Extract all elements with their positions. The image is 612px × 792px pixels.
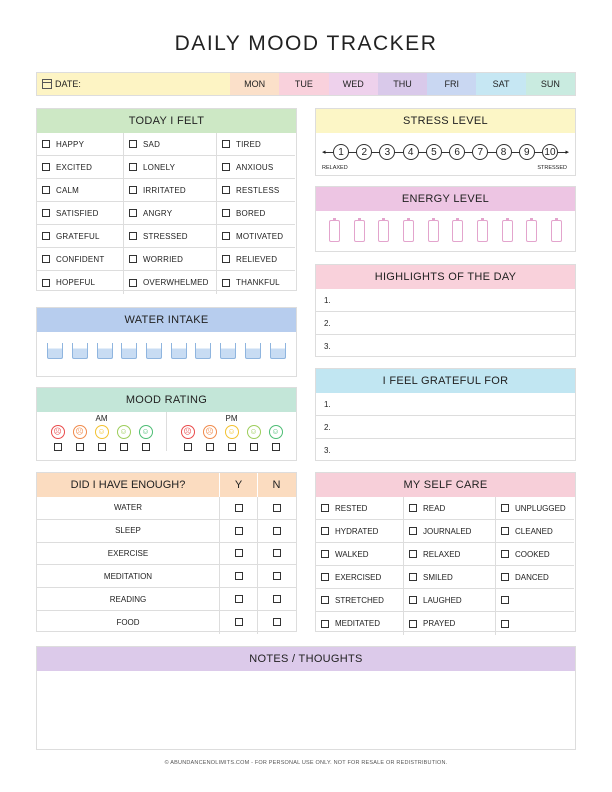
- feeling-item[interactable]: [217, 156, 295, 179]
- water-glass-icon[interactable]: [220, 343, 236, 359]
- stress-level-option[interactable]: 10: [542, 144, 558, 160]
- self-care-section: [315, 472, 576, 632]
- grateful-line[interactable]: 1.: [316, 393, 575, 416]
- mood-checkbox[interactable]: [206, 443, 214, 451]
- self-care-checkbox[interactable]: [501, 620, 509, 628]
- self-care-label: COOKED: [515, 549, 550, 559]
- enough-item-label: FOOD: [116, 617, 140, 627]
- highlights-header: HIGHLIGHTS OF THE DAY: [316, 265, 575, 289]
- feeling-item[interactable]: [124, 179, 217, 202]
- self-care-checkbox[interactable]: [321, 620, 329, 628]
- self-care-item[interactable]: [316, 566, 404, 589]
- yes-checkbox[interactable]: [235, 549, 243, 557]
- grateful-header: I FEEL GRATEFUL FOR: [316, 369, 575, 393]
- self-care-checkbox[interactable]: [321, 573, 329, 581]
- happy-face-icon: ☺: [269, 425, 283, 439]
- feeling-item[interactable]: [37, 225, 124, 248]
- feeling-item[interactable]: [37, 179, 124, 202]
- feeling-item[interactable]: [217, 202, 295, 225]
- happy-face-icon: ☺: [139, 425, 153, 439]
- feeling-item[interactable]: [37, 133, 124, 156]
- self-care-label: CLEANED: [515, 526, 553, 536]
- water-intake-header: WATER INTAKE: [37, 308, 296, 332]
- self-care-label: EXERCISED: [335, 572, 382, 582]
- highlights-line[interactable]: 2.: [316, 312, 575, 335]
- smile-face-icon: ☺: [247, 425, 261, 439]
- pm-label: PM: [225, 414, 238, 423]
- self-care-item[interactable]: [404, 589, 496, 612]
- feeling-label: LONELY: [143, 162, 176, 172]
- self-care-item[interactable]: [496, 589, 574, 612]
- feeling-checkbox[interactable]: [42, 209, 50, 217]
- yes-checkbox[interactable]: [235, 595, 243, 603]
- very-sad-face-icon: ☹: [181, 425, 195, 439]
- feeling-checkbox[interactable]: [129, 232, 137, 240]
- self-care-checkbox[interactable]: [501, 550, 509, 558]
- yes-checkbox[interactable]: [235, 527, 243, 535]
- mood-checkbox[interactable]: [54, 443, 62, 451]
- battery-icon[interactable]: [403, 220, 414, 242]
- highlights-section: [315, 264, 576, 357]
- highlights-lines: [316, 289, 575, 358]
- self-care-checkbox[interactable]: [501, 504, 509, 512]
- feeling-item[interactable]: [217, 225, 295, 248]
- feeling-item[interactable]: [37, 248, 124, 271]
- feeling-label: MOTIVATED: [236, 231, 284, 241]
- day-wed[interactable]: WED: [329, 73, 378, 95]
- self-care-checkbox[interactable]: [409, 620, 417, 628]
- calendar-icon: [42, 79, 52, 89]
- mood-checkbox-wrap: [95, 443, 109, 451]
- feelings-grid: [37, 133, 296, 294]
- pm-mood-faces: [181, 425, 283, 439]
- self-care-checkbox[interactable]: [321, 550, 329, 558]
- energy-level-section: [315, 186, 576, 252]
- self-care-label: SMILED: [423, 572, 453, 582]
- feeling-label: RELIEVED: [236, 254, 278, 264]
- feeling-label: GRATEFUL: [56, 231, 100, 241]
- no-column-header: N: [257, 473, 295, 497]
- water-glass-icon[interactable]: [72, 343, 88, 359]
- enough-row: [37, 543, 296, 566]
- feeling-label: SATISFIED: [56, 208, 99, 218]
- feeling-item[interactable]: [124, 156, 217, 179]
- feeling-checkbox[interactable]: [129, 255, 137, 263]
- feeling-label: ANGRY: [143, 208, 173, 218]
- enough-header: [37, 473, 296, 497]
- feeling-checkbox[interactable]: [42, 140, 50, 148]
- self-care-checkbox[interactable]: [409, 573, 417, 581]
- day-thu[interactable]: THU: [378, 73, 427, 95]
- mood-rating-header: MOOD RATING: [37, 388, 296, 412]
- feeling-label: CONFIDENT: [56, 254, 105, 264]
- feeling-label: BORED: [236, 208, 266, 218]
- mood-checkbox-wrap: [269, 443, 283, 451]
- self-care-checkbox[interactable]: [409, 596, 417, 604]
- self-care-item[interactable]: [496, 497, 574, 520]
- water-glasses: [37, 332, 296, 359]
- water-glass-icon[interactable]: [121, 343, 137, 359]
- very-sad-face-icon: ☹: [51, 425, 65, 439]
- self-care-item[interactable]: [316, 497, 404, 520]
- self-care-checkbox[interactable]: [501, 573, 509, 581]
- mood-checkbox-wrap: [181, 443, 195, 451]
- feeling-label: HOPEFUL: [56, 278, 96, 287]
- feeling-checkbox[interactable]: [42, 279, 50, 287]
- day-tue[interactable]: TUE: [279, 73, 328, 95]
- self-care-label: RELAXED: [423, 549, 461, 559]
- no-checkbox[interactable]: [273, 618, 281, 626]
- stress-level-option[interactable]: 2: [356, 144, 372, 160]
- mood-checkbox-wrap: [117, 443, 131, 451]
- day-mon[interactable]: MON: [230, 73, 279, 95]
- stress-scale: [333, 144, 558, 160]
- relaxed-label: RELAXED: [322, 165, 348, 171]
- feeling-label: TIRED: [236, 139, 261, 149]
- water-glass-icon[interactable]: [195, 343, 211, 359]
- notes-area[interactable]: [37, 671, 575, 751]
- mood-checkbox-wrap: [73, 443, 87, 451]
- battery-icon[interactable]: [526, 220, 537, 242]
- self-care-label: READ: [423, 503, 446, 513]
- enough-title: DID I HAVE ENOUGH?: [70, 479, 186, 491]
- feeling-item[interactable]: [124, 225, 217, 248]
- yes-checkbox[interactable]: [235, 504, 243, 512]
- feeling-checkbox[interactable]: [129, 163, 137, 171]
- feeling-label: EXCITED: [56, 162, 93, 172]
- date-bar: [36, 72, 576, 96]
- feeling-checkbox[interactable]: [42, 163, 50, 171]
- yes-checkbox[interactable]: [235, 572, 243, 580]
- water-intake-section: [36, 307, 297, 377]
- mood-checkbox-wrap: [139, 443, 153, 451]
- mood-checkbox-wrap: [247, 443, 261, 451]
- stress-level-option[interactable]: 3: [379, 144, 395, 160]
- enough-item-label: MEDITATION: [103, 571, 153, 581]
- battery-icon[interactable]: [378, 220, 389, 242]
- enough-row: [37, 565, 296, 588]
- neutral-face-icon: ☺: [225, 425, 239, 439]
- feeling-checkbox[interactable]: [42, 232, 50, 240]
- enough-row: [37, 588, 296, 611]
- feeling-checkbox[interactable]: [222, 186, 230, 194]
- no-cell: [257, 611, 295, 634]
- feeling-item[interactable]: [124, 133, 217, 156]
- feeling-label: HAPPY: [56, 139, 85, 149]
- date-label: DATE:: [55, 79, 81, 89]
- feeling-label: OVERWHELMED: [143, 278, 209, 287]
- no-checkbox[interactable]: [273, 527, 281, 535]
- am-label: AM: [95, 414, 108, 423]
- mood-checkbox[interactable]: [142, 443, 150, 451]
- highlights-line[interactable]: 3.: [324, 342, 331, 351]
- feeling-item[interactable]: [124, 202, 217, 225]
- feeling-checkbox[interactable]: [222, 279, 230, 287]
- stress-level-option[interactable]: 5: [426, 144, 442, 160]
- highlights-line[interactable]: 1.: [316, 289, 575, 312]
- water-glass-icon[interactable]: [146, 343, 162, 359]
- mood-rating-section: [36, 387, 297, 461]
- feeling-checkbox[interactable]: [222, 255, 230, 263]
- mood-checkbox[interactable]: [250, 443, 258, 451]
- yes-cell: [219, 611, 257, 634]
- notes-section: [36, 646, 576, 750]
- stress-level-option[interactable]: 4: [403, 144, 419, 160]
- enough-item-label: WATER: [114, 503, 142, 513]
- feeling-checkbox[interactable]: [222, 140, 230, 148]
- left-arrow-icon: ◂: [322, 149, 326, 156]
- enough-row: [37, 611, 296, 634]
- mood-checkbox-wrap: [203, 443, 217, 451]
- yes-cell: [219, 520, 257, 542]
- feeling-item[interactable]: [217, 179, 295, 202]
- enough-row: [37, 497, 296, 520]
- water-glass-icon[interactable]: [270, 343, 286, 359]
- no-checkbox[interactable]: [273, 595, 281, 603]
- self-care-item[interactable]: [496, 566, 574, 589]
- day-selector: [230, 73, 575, 95]
- mood-checkbox[interactable]: [120, 443, 128, 451]
- day-sun[interactable]: SUN: [526, 73, 575, 95]
- feeling-item[interactable]: [217, 248, 295, 271]
- self-care-checkbox[interactable]: [409, 504, 417, 512]
- no-cell: [257, 565, 295, 587]
- enough-item-label: SLEEP: [115, 526, 141, 536]
- did-i-have-enough-section: [36, 472, 297, 632]
- today-i-felt-section: [36, 108, 297, 291]
- feeling-checkbox[interactable]: [129, 279, 137, 287]
- mood-checkbox[interactable]: [98, 443, 106, 451]
- mood-checkbox-wrap: [51, 443, 65, 451]
- battery-icon[interactable]: [477, 220, 488, 242]
- no-cell: [257, 497, 295, 519]
- enough-rows: [37, 497, 296, 634]
- no-checkbox[interactable]: [273, 549, 281, 557]
- water-glass-icon[interactable]: [47, 343, 63, 359]
- mood-checkbox[interactable]: [76, 443, 84, 451]
- pm-mood-checkboxes: [181, 443, 283, 451]
- energy-level-header: ENERGY LEVEL: [316, 187, 575, 211]
- self-care-item[interactable]: [316, 589, 404, 612]
- grateful-line[interactable]: 2.: [316, 416, 575, 439]
- self-care-label: DANCED: [515, 572, 549, 582]
- self-care-label: STRETCHED: [335, 595, 384, 605]
- mood-checkbox-wrap: [225, 443, 239, 451]
- feeling-checkbox[interactable]: [222, 209, 230, 217]
- self-care-label: JOURNALED: [423, 526, 472, 536]
- no-checkbox[interactable]: [273, 572, 281, 580]
- feeling-label: RESTLESS: [236, 185, 280, 195]
- no-cell: [257, 520, 295, 542]
- energy-batteries: [316, 211, 575, 242]
- water-glass-icon[interactable]: [245, 343, 261, 359]
- self-care-label: MEDITATED: [335, 619, 381, 628]
- stress-level-option[interactable]: 1: [333, 144, 349, 160]
- feeling-checkbox[interactable]: [129, 186, 137, 194]
- battery-icon[interactable]: [329, 220, 340, 242]
- no-checkbox[interactable]: [273, 504, 281, 512]
- self-care-item[interactable]: [316, 612, 404, 635]
- self-care-checkbox[interactable]: [409, 550, 417, 558]
- grateful-line[interactable]: 3.: [324, 446, 331, 455]
- stress-level-option[interactable]: 7: [472, 144, 488, 160]
- self-care-item[interactable]: [316, 520, 404, 543]
- self-care-item[interactable]: [316, 543, 404, 566]
- self-care-grid: [316, 497, 575, 635]
- self-care-item[interactable]: [404, 566, 496, 589]
- self-care-item[interactable]: [496, 612, 574, 635]
- day-fri[interactable]: FRI: [427, 73, 476, 95]
- feeling-checkbox[interactable]: [222, 163, 230, 171]
- battery-icon[interactable]: [428, 220, 439, 242]
- grateful-lines: [316, 393, 575, 462]
- yes-cell: [219, 497, 257, 519]
- battery-icon[interactable]: [502, 220, 513, 242]
- feeling-checkbox[interactable]: [42, 255, 50, 263]
- self-care-item[interactable]: [404, 612, 496, 635]
- sad-face-icon: ☹: [73, 425, 87, 439]
- right-arrow-icon: ▸: [565, 149, 569, 156]
- neutral-face-icon: ☺: [95, 425, 109, 439]
- feeling-checkbox[interactable]: [222, 232, 230, 240]
- self-care-item[interactable]: [404, 497, 496, 520]
- self-care-checkbox[interactable]: [409, 527, 417, 535]
- yes-cell: [219, 565, 257, 587]
- self-care-label: PRAYED: [423, 619, 456, 628]
- self-care-label: RESTED: [335, 503, 368, 513]
- no-cell: [257, 543, 295, 565]
- feeling-item[interactable]: [124, 271, 217, 294]
- feeling-item[interactable]: [217, 133, 295, 156]
- self-care-checkbox[interactable]: [321, 527, 329, 535]
- self-care-checkbox[interactable]: [501, 527, 509, 535]
- self-care-item[interactable]: [404, 520, 496, 543]
- day-sat[interactable]: SAT: [476, 73, 525, 95]
- no-cell: [257, 588, 295, 610]
- feeling-checkbox[interactable]: [129, 209, 137, 217]
- stress-level-header: STRESS LEVEL: [316, 109, 575, 133]
- yes-cell: [219, 543, 257, 565]
- sad-face-icon: ☹: [203, 425, 217, 439]
- self-care-item[interactable]: [496, 543, 574, 566]
- page-title: DAILY MOOD TRACKER: [174, 32, 438, 55]
- self-care-header: MY SELF CARE: [316, 473, 575, 497]
- grateful-section: [315, 368, 576, 461]
- stress-level-option[interactable]: 8: [496, 144, 512, 160]
- feeling-label: THANKFUL: [236, 278, 280, 287]
- battery-icon[interactable]: [354, 220, 365, 242]
- self-care-checkbox[interactable]: [501, 596, 509, 604]
- yes-cell: [219, 588, 257, 610]
- feeling-item[interactable]: [37, 271, 124, 294]
- feeling-label: WORRIED: [143, 254, 184, 264]
- feeling-item[interactable]: [37, 156, 124, 179]
- mood-checkbox[interactable]: [228, 443, 236, 451]
- mood-checkbox[interactable]: [272, 443, 280, 451]
- enough-item-label: EXERCISE: [107, 548, 149, 558]
- feeling-label: IRRITATED: [143, 185, 186, 195]
- self-care-item[interactable]: [404, 543, 496, 566]
- self-care-checkbox[interactable]: [321, 596, 329, 604]
- yes-checkbox[interactable]: [235, 618, 243, 626]
- self-care-label: UNPLUGGED: [515, 503, 566, 513]
- stress-level-section: [315, 108, 576, 176]
- am-mood-checkboxes: [51, 443, 153, 451]
- feeling-item[interactable]: [124, 248, 217, 271]
- enough-item-label: READING: [109, 594, 147, 604]
- feeling-checkbox[interactable]: [129, 140, 137, 148]
- enough-row: [37, 520, 296, 543]
- today-i-felt-header: TODAY I FELT: [37, 109, 296, 133]
- battery-icon[interactable]: [551, 220, 562, 242]
- feeling-item[interactable]: [37, 202, 124, 225]
- feeling-checkbox[interactable]: [42, 186, 50, 194]
- water-glass-icon[interactable]: [171, 343, 187, 359]
- yes-column-header: Y: [219, 473, 257, 497]
- stress-level-option[interactable]: 6: [449, 144, 465, 160]
- stress-level-option[interactable]: 9: [519, 144, 535, 160]
- self-care-label: HYDRATED: [335, 526, 379, 536]
- battery-icon[interactable]: [452, 220, 463, 242]
- footer-text: © ABUNDANCENOLIMITS.COM - FOR PERSONAL USE ONLY. NOT FOR RESALE OR REDISTRIBUTION.: [164, 760, 448, 766]
- feeling-label: CALM: [56, 185, 80, 195]
- self-care-label: WALKED: [335, 549, 369, 559]
- feeling-label: ANXIOUS: [236, 162, 274, 172]
- notes-header: NOTES / THOUGHTS: [37, 647, 575, 671]
- feeling-label: SAD: [143, 139, 161, 149]
- self-care-label: LAUGHED: [423, 595, 462, 605]
- self-care-item[interactable]: [496, 520, 574, 543]
- smile-face-icon: ☺: [117, 425, 131, 439]
- am-mood-faces: [51, 425, 153, 439]
- feeling-item[interactable]: [217, 271, 295, 294]
- water-glass-icon[interactable]: [97, 343, 113, 359]
- mood-checkbox[interactable]: [184, 443, 192, 451]
- feeling-label: STRESSED: [143, 231, 188, 241]
- date-field[interactable]: [37, 73, 230, 95]
- stressed-label: STRESSED: [537, 165, 567, 171]
- self-care-checkbox[interactable]: [321, 504, 329, 512]
